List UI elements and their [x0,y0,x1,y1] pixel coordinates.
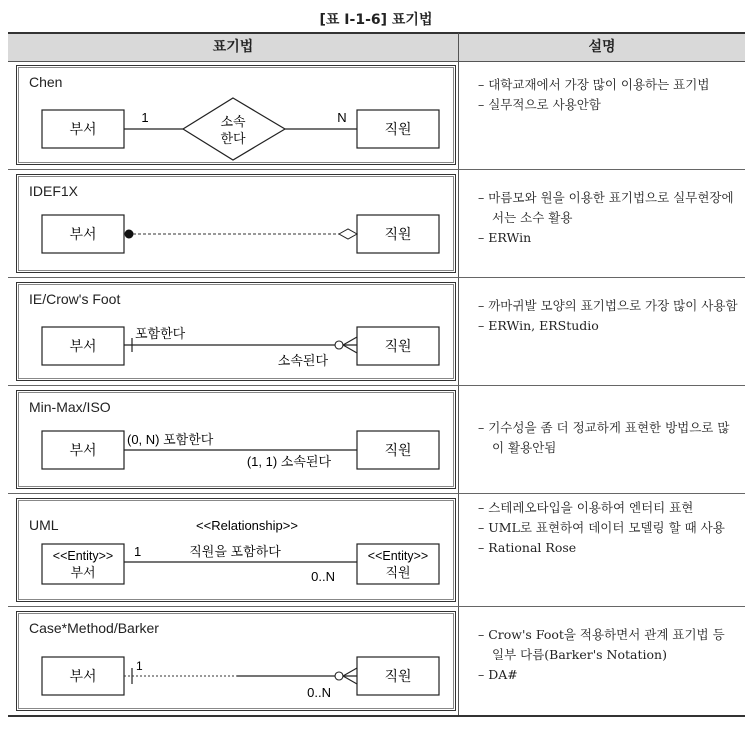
cardinality-right: N [337,110,347,125]
header-notation: 표기법 [8,32,459,62]
relation-label-bottom: (1, 1) 소속된다 [246,454,331,469]
desc-item: – UML로 표현하여 데이터 모델링 할 때 사용 [478,518,739,538]
cardinality-left: 1 [136,659,143,673]
notation-cell [8,61,459,169]
description-cell [470,494,745,606]
uml-diagram [17,499,455,603]
notation-frame [16,611,456,711]
entity-right-label: 직원 [384,442,412,458]
entity-left-label: 부서 [69,668,97,684]
rel-label-1: 소속 [220,114,246,129]
entity-left-label: 부서 [69,338,97,354]
notation-frame [16,65,456,165]
notation-title: UML [29,517,59,533]
desc-item: – 대학교재에서 가장 많이 이용하는 표기법 [478,75,739,95]
notation-cell [8,170,459,277]
notation-cell [8,607,459,715]
row-chen [8,61,745,170]
relation-label-top: (0, N) 포함한다 [127,432,214,447]
cardinality-left: 1 [141,110,149,125]
row-crows-foot [8,278,745,386]
relation-label-bottom: 소속된다 [277,353,328,368]
rel-label-2: 한다 [220,131,246,146]
chen-diagram [17,66,455,164]
row-min-max [8,386,745,494]
header-description: 설명 [459,32,745,62]
notation-frame [16,498,456,602]
description-cell [470,170,745,277]
hollow-diamond-icon [339,229,357,239]
desc-item: – 까마귀발 모양의 표기법으로 가장 많이 사용함 [478,296,739,316]
entity-right-label: 직원 [384,226,412,242]
zero-circle-icon [335,341,343,349]
filled-dot-icon [125,230,134,239]
entity-stereotype-right: <<Entity>> [367,549,429,563]
notation-frame [16,390,456,489]
description-cell [470,278,745,385]
entity-right-label: 직원 [384,338,412,354]
notation-title: Case*Method/Barker [29,620,159,636]
notation-cell [8,494,459,606]
stereotype-label: <<Relationship>> [196,518,298,533]
notation-title: IE/Crow's Foot [29,291,121,307]
desc-item: – Rational Rose [478,538,739,558]
table-caption: [표 Ⅰ-1-6] 표기법 [319,12,433,28]
notation-frame [16,282,456,381]
relation-label-top: 직원을 포함하다 [189,544,281,559]
cardinality-right: 0..N [311,569,335,584]
cardinality-right: 0..N [307,685,331,700]
notation-cell [8,386,459,493]
desc-item: – DA# [478,665,739,685]
entity-left-label: 부서 [69,226,97,242]
row-idef1x [8,170,745,278]
notation-title: Min-Max/ISO [29,399,111,415]
relationship-diamond [183,98,285,160]
entity-stereotype-left: <<Entity>> [52,549,114,563]
entity-left-label: 부서 [69,121,97,137]
desc-item: – 마름모와 원을 이용한 표기법으로 실무현장에서는 소수 활용 [478,188,739,228]
description-cell [470,61,745,169]
entity-right-label: 직원 [384,121,412,137]
crows-foot-diagram [17,283,455,381]
crows-foot-icon [343,668,357,676]
notation-frame [16,174,456,273]
notation-cell [8,278,459,385]
desc-item: – 기수성을 좀 더 정교하게 표현한 방법으로 많이 활용안됨 [478,418,739,458]
zero-circle-icon [335,672,343,680]
description-cell [470,607,745,715]
description-cell [470,386,745,493]
desc-item: – 스테레오타입을 이용하여 엔터티 표현 [478,498,739,518]
barker-diagram [17,612,455,710]
idef1x-diagram [17,175,455,273]
desc-item: – ERWin [478,228,739,248]
desc-item: – ERWin, ERStudio [478,316,739,336]
row-uml [8,494,745,607]
entity-right-label: 직원 [385,565,411,580]
crows-foot-icon [343,337,357,345]
entity-right-label: 직원 [384,668,412,684]
notation-title: Chen [29,74,63,90]
row-barker [8,607,745,717]
entity-left-label: 부서 [69,442,97,458]
cardinality-left: 1 [134,544,142,559]
min-max-diagram [17,391,455,489]
relation-label-top: 포함한다 [135,326,186,341]
desc-item: – 실무적으로 사용안함 [478,95,739,115]
notation-title: IDEF1X [29,183,79,199]
entity-left-label: 부서 [70,565,96,580]
desc-item: – Crow's Foot을 적용하면서 관계 표기법 등 일부 다름(Barker's Notation) [478,625,739,665]
